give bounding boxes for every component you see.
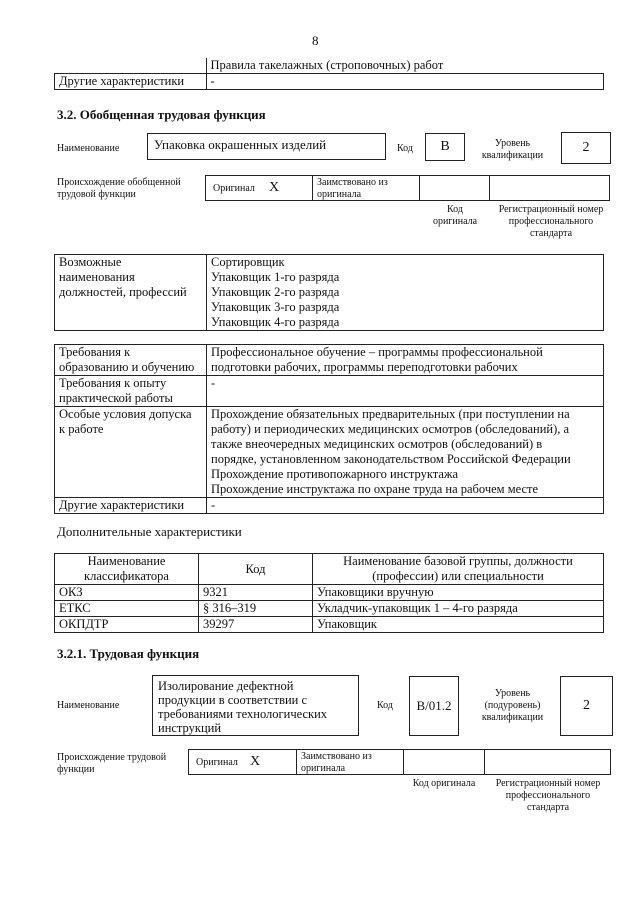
function-original-mark: Х [250,754,261,769]
requirements-table [54,344,604,514]
other-label: Другие характеристики [55,498,207,514]
top-table-value: - [206,74,604,90]
function-code-value: В/01.2 [409,676,459,736]
function-origin-label: Происхождение трудовой функции [57,752,167,775]
function-code-label: Код [377,700,393,711]
experience-value: - [207,376,604,407]
position-item: Упаковщик 2-го разряда [211,285,340,299]
classifier-cell: ЕТКС [55,601,199,617]
name-cell: Упаковщики вручную [313,585,604,601]
education-label: Требования к образованию и обучению [55,345,207,376]
name-cell: Упаковщик [313,617,604,633]
name-box [147,133,386,160]
header-classifier: Наименование классификатора [55,554,199,585]
position-item: Упаковщик 1-го разряда [211,270,340,284]
level-value: 2 [561,132,611,164]
name-value: Упаковка окрашенных изделий [154,137,327,152]
classifier-cell: ОКЗ [55,585,199,601]
top-table [54,58,604,90]
function-original-label: Оригинал [196,757,238,768]
classifier-cell: ОКПДТР [55,617,199,633]
original-mark: Х [269,180,280,195]
function-reg-number-caption: Регистрационный номер профессионального стандарта [495,778,601,813]
header-code: Код [199,554,313,585]
origin-label: Происхождение обобщенной трудовой функции [57,177,181,200]
function-borrowed-label: Заимствовано из оригинала [301,751,372,774]
origin-table [205,175,610,201]
function-name-label: Наименование [57,700,120,711]
name-label: Наименование [57,143,120,154]
positions-table [54,254,604,331]
function-code-original-caption: Код оригинала [412,778,476,789]
original-label: Оригинал [213,183,255,194]
conditions-value: Прохождение обязательных предварительных (при поступлении на работу) и периодических медицинских осмотров (обследований), а также внеочередных медицинских осмотров (обследований) в порядке, установленном законодательством Российской Федерации Прохождение противопожарного инструктажа Прохождение инструктажа по охране труда на рабочем месте [207,407,604,498]
function-name-box: Изолирование дефектной продукции в соответствии с требованиями технологических инструкций [152,675,359,736]
name-cell: Укладчик-упаковщик 1 – 4-го разряда [313,601,604,617]
section-heading: 3.2. Обобщенная трудовая функция [57,107,266,122]
subsection-heading: 3.2.1. Трудовая функция [57,646,200,661]
top-table-value: Правила такелажных (строповочных) работ [206,58,604,74]
level-label: Уровень квалификации [481,138,544,161]
function-level-label: Уровень (подуровень) квалификации [481,688,544,723]
other-value: - [207,498,604,514]
position-item: Упаковщик 3-го разряда [211,300,340,314]
reg-number-caption: Регистрационный номер профессионального стандарта [498,204,604,239]
code-cell: 39297 [199,617,313,633]
additional-table [54,553,604,633]
header-base-name: Наименование базовой группы, должности (профессии) или специальности [313,554,604,585]
position-item: Сортировщик [211,255,285,269]
borrowed-label: Заимствовано из оригинала [317,177,388,200]
code-label: Код [397,143,413,154]
positions-label: Возможные наименования должностей, профессий [55,255,207,331]
experience-label: Требования к опыту практической работы [55,376,207,407]
code-original-caption: Код оригинала [432,204,478,227]
education-value: Профессиональное обучение – программы профессиональной подготовки рабочих, программы переподготовки рабочих [207,345,604,376]
code-cell: 9321 [199,585,313,601]
top-table-label [55,58,207,74]
page-number: 8 [312,33,319,48]
conditions-label: Особые условия допуска к работе [55,407,207,498]
function-level-value: 2 [560,676,613,736]
code-value: В [425,133,465,161]
position-item: Упаковщик 4-го разряда [211,315,340,329]
code-cell: § 316–319 [199,601,313,617]
positions-list [207,255,604,331]
additional-title: Дополнительные характеристики [57,524,242,539]
top-table-label: Другие характеристики [55,74,207,90]
